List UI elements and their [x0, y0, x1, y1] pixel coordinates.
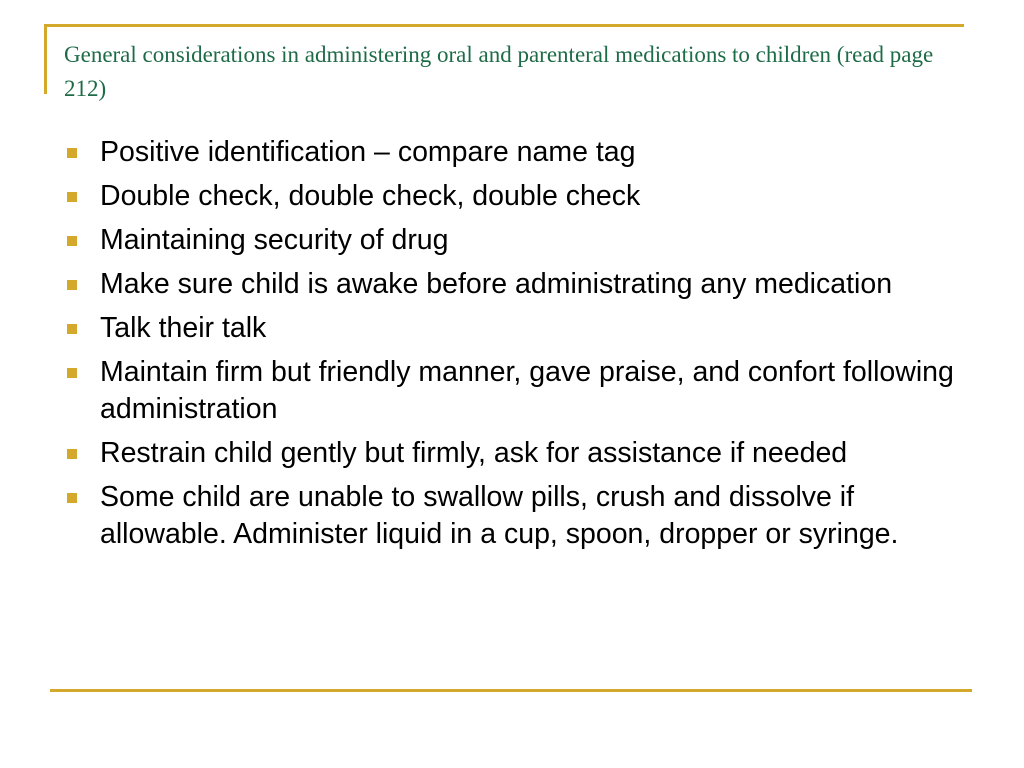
square-bullet-icon: [67, 493, 77, 503]
bullet-item-child-awake: [64, 266, 954, 303]
left-frame-line: [44, 24, 47, 94]
square-bullet-icon: [67, 368, 77, 378]
slide-title: General considerations in administering oral and parenteral medications to children (read page 212): [64, 42, 934, 101]
bullet-list: [64, 134, 954, 560]
bullet-item-positive-identification: [64, 134, 954, 171]
bullet-text: Double check, double check, double check: [100, 180, 641, 212]
bullet-text: Maintain firm but friendly manner, gave praise, and confort following administration: [100, 356, 954, 425]
bullet-text: Restrain child gently but firmly, ask for assistance if needed: [100, 437, 848, 469]
bullet-item-double-check: [64, 178, 954, 215]
bottom-divider-line: [50, 689, 972, 692]
bullet-text: Maintaining security of drug: [100, 224, 449, 256]
square-bullet-icon: [67, 192, 77, 202]
bullet-text: Talk their talk: [100, 312, 267, 344]
square-bullet-icon: [67, 236, 77, 246]
square-bullet-icon: [67, 280, 77, 290]
bullet-item-swallow-pills: [64, 479, 954, 553]
bullet-text: Positive identification – compare name tag: [100, 136, 636, 168]
bullet-item-restrain-child: [64, 435, 954, 472]
square-bullet-icon: [67, 148, 77, 158]
bullet-item-drug-security: [64, 222, 954, 259]
square-bullet-icon: [67, 324, 77, 334]
bullet-item-talk-their-talk: [64, 310, 954, 347]
square-bullet-icon: [67, 449, 77, 459]
top-frame-line: [44, 24, 964, 27]
bullet-text: Make sure child is awake before administrating any medication: [100, 268, 893, 300]
bullet-text: Some child are unable to swallow pills, crush and dissolve if allowable. Administer liquid in a cup, spoon, dropper or syringe.: [100, 481, 899, 550]
bullet-item-firm-friendly-manner: [64, 354, 954, 428]
